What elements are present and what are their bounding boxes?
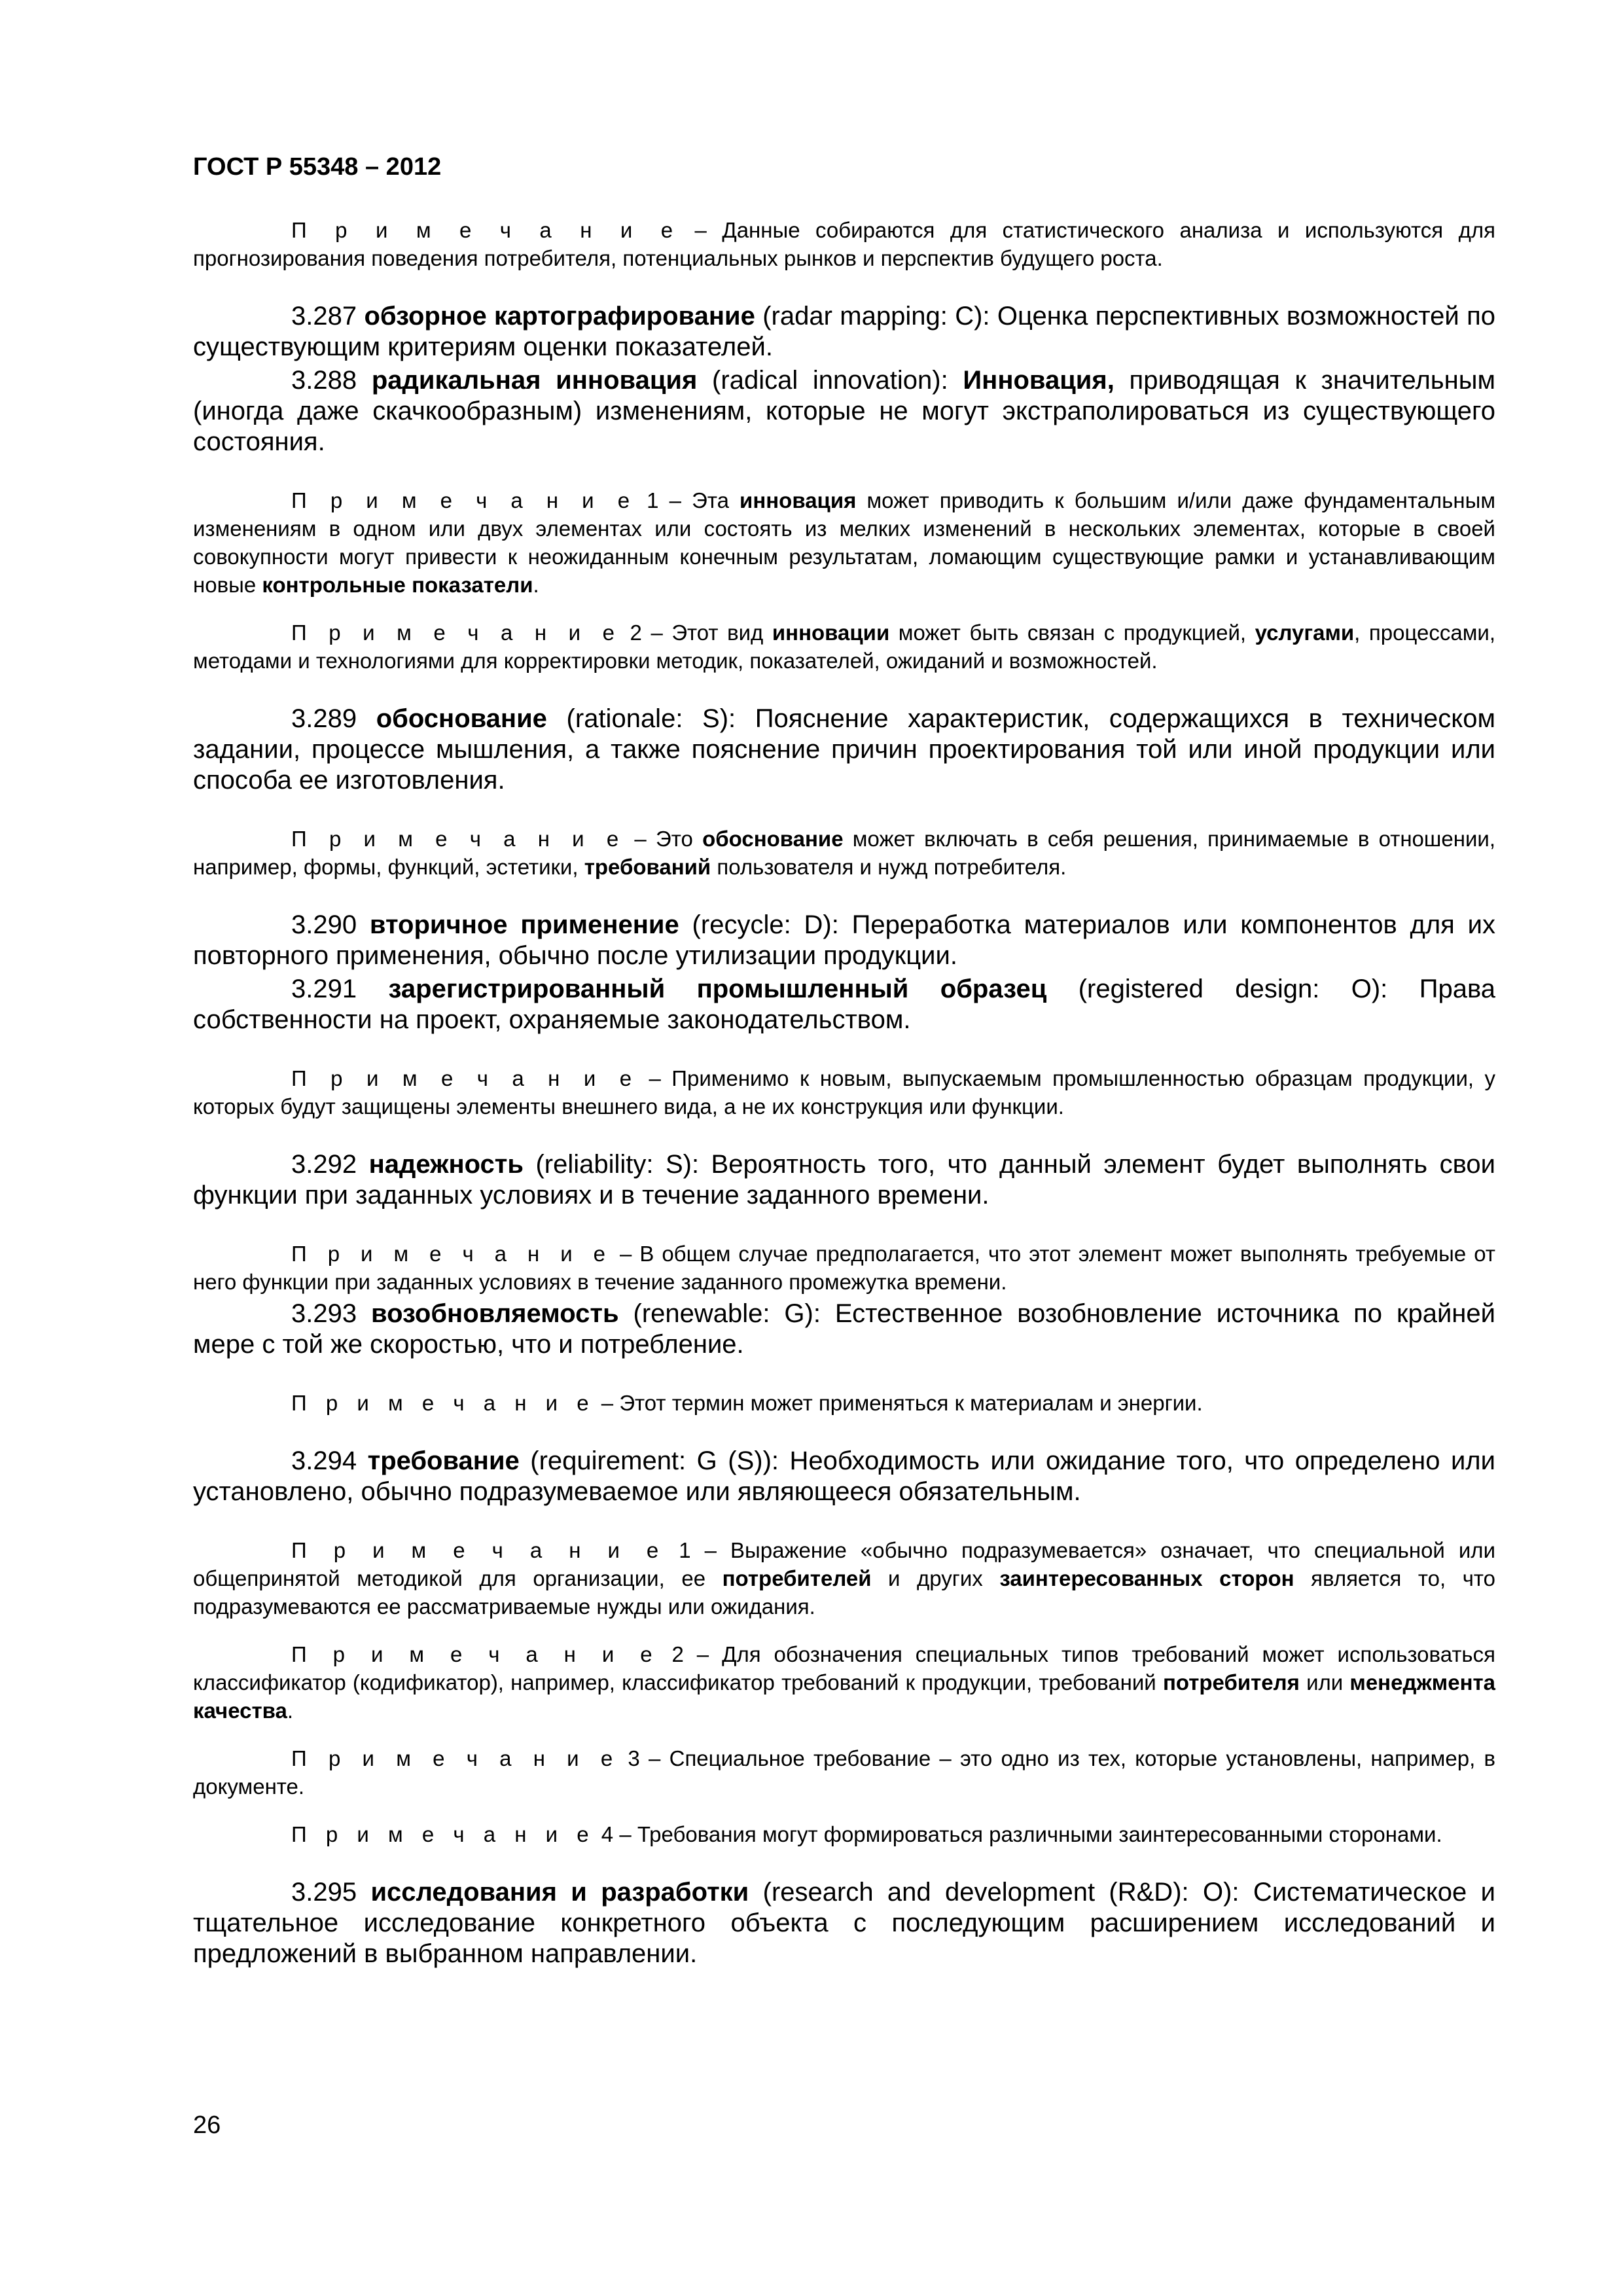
term-entry bbox=[193, 301, 1495, 363]
term-entry bbox=[193, 365, 1495, 457]
term-number: 3.293 bbox=[291, 1299, 357, 1328]
note-paragraph bbox=[193, 1640, 1495, 1725]
note-label: П р и м е ч а н и е bbox=[291, 218, 680, 242]
term-entry bbox=[193, 1446, 1495, 1507]
note-text: может приводить к большим и/или даже фундаментальным изменениям в одном или двух элементах или состоять из мелких изменений в нескольких элементах, которые в своей совокупности могут привести к неожиданным конечным результатам, ломающим существующие рамки и устанавливающим новые bbox=[193, 488, 1496, 597]
term-entry bbox=[193, 910, 1495, 971]
term-name: радикальная инновация bbox=[371, 366, 698, 395]
note-term-reference: заинтересованных сторон bbox=[999, 1566, 1294, 1590]
term-entry bbox=[193, 704, 1495, 796]
note-paragraph bbox=[193, 619, 1495, 675]
note-text: – Это bbox=[625, 827, 703, 851]
term-entry bbox=[193, 1299, 1495, 1360]
note-label: П р и м е ч а н и е bbox=[291, 1538, 666, 1562]
note-term-reference: менеджмента качества bbox=[193, 1670, 1496, 1723]
term-name: вторичное применение bbox=[369, 910, 679, 939]
term-definition: (research and development (R&D): O): Систематическое и тщательное исследование конкретного объекта с последующим расширением исследований и предложений в выбранном направлении. bbox=[193, 1878, 1495, 1968]
note-text: может быть связан с продукцией, bbox=[889, 620, 1255, 645]
page-content bbox=[193, 216, 1495, 1969]
term-number: 3.289 bbox=[291, 704, 357, 733]
term-definition: (renewable: G): Естественное возобновление источника по крайней мере с той же скоростью, что и потребление. bbox=[193, 1299, 1495, 1359]
note-term-reference: обоснование bbox=[702, 827, 844, 851]
note-paragraph bbox=[193, 1744, 1495, 1801]
note-text: пользователя и нужд потребителя. bbox=[711, 855, 1067, 879]
note-paragraph bbox=[193, 1389, 1495, 1417]
note-text: – Данные собираются для статистического анализа и используются для прогнозирования поведения потребителя, потенциальных рынков и перспектив будущего роста. bbox=[193, 218, 1495, 270]
term-number: 3.294 bbox=[291, 1446, 357, 1475]
term-definition: (radical innovation): bbox=[697, 366, 963, 395]
note-text: – Применимо к новым, выпускаемым промышленностью образцам продукции, у которых будут защищены элементы внешнего вида, а не их конструкция или функции. bbox=[193, 1066, 1496, 1119]
term-name: надежность bbox=[368, 1150, 524, 1179]
note-text: 3 – Специальное требование – это одно из тех, которые установлены, например, в документе. bbox=[193, 1746, 1495, 1799]
note-term-reference: инновации bbox=[772, 620, 890, 645]
term-definition: (radar mapping: C): Оценка перспективных возможностей по существующим критериям оценки показателей. bbox=[193, 302, 1495, 361]
term-definition: (requirement: G (S)): Необходимость или ожидание того, что определено или установлено, обычно подразумеваемое или являющееся обязательным. bbox=[193, 1446, 1495, 1506]
note-term-reference: контрольные показатели bbox=[262, 573, 533, 597]
term-definition: (registered design: O): Права собственности на проект, охраняемые законодательством. bbox=[193, 975, 1495, 1034]
note-text: 2 – Для обозначения специальных типов требований может использоваться классификатор (кодификатор), например, классификатор требований к продукции, требований bbox=[193, 1642, 1495, 1695]
term-name: возобновляемость bbox=[371, 1299, 619, 1328]
note-text: 1 – Выражение «обычно подразумевается» означает, что специальной или общепринятой методикой для организации, ее bbox=[193, 1538, 1495, 1590]
note-label: П р и м е ч а н и е bbox=[291, 827, 626, 851]
note-label: П р и м е ч а н и е bbox=[291, 1066, 639, 1090]
note-text: 4 – Требования могут формироваться различными заинтересованными сторонами. bbox=[595, 1822, 1442, 1846]
term-number: 3.291 bbox=[291, 975, 357, 1003]
note-paragraph bbox=[193, 1820, 1495, 1848]
note-paragraph bbox=[193, 1240, 1495, 1296]
note-text: . bbox=[287, 1698, 294, 1723]
document-code-header: ГОСТ Р 55348 – 2012 bbox=[193, 153, 442, 181]
note-paragraph bbox=[193, 486, 1495, 599]
term-definition: (rationale: S): Пояснение характеристик, содержащихся в техническом задании, процессе мышления, а также пояснение причин проектирования той или иной продукции или способа ее изготовления. bbox=[193, 704, 1495, 795]
term-name: зарегистрированный промышленный образец bbox=[388, 975, 1047, 1003]
note-paragraph bbox=[193, 1064, 1495, 1121]
term-definition: (reliability: S): Вероятность того, что данный элемент будет выполнять свои функции при заданных условиях и в течение заданного времени. bbox=[193, 1150, 1495, 1210]
term-number: 3.287 bbox=[291, 302, 357, 331]
note-text: 1 – Эта bbox=[636, 488, 740, 512]
note-text: является то, что подразумеваются ее рассматриваемые нужды или ожидания. bbox=[193, 1566, 1495, 1619]
note-label: П р и м е ч а н и е bbox=[291, 1242, 612, 1266]
term-reference: Инновация, bbox=[963, 366, 1115, 395]
note-term-reference: инновация bbox=[740, 488, 857, 512]
note-label: П р и м е ч а н и е bbox=[291, 488, 637, 512]
note-text: или bbox=[1299, 1670, 1350, 1695]
note-label: П р и м е ч а н и е bbox=[291, 1642, 659, 1666]
term-entry bbox=[193, 1877, 1495, 1969]
note-paragraph bbox=[193, 825, 1495, 881]
term-number: 3.290 bbox=[291, 910, 357, 939]
note-paragraph bbox=[193, 1536, 1495, 1621]
page-number: 26 bbox=[193, 2111, 221, 2139]
note-text: , процессами, методами и технологиями для корректировки методик, показателей, ожиданий и возможностей. bbox=[193, 620, 1495, 673]
note-text: – В общем случае предполагается, что этот элемент может выполнять требуемые от него функции при заданных условиях в течение заданного промежутка времени. bbox=[193, 1242, 1495, 1294]
term-name: обзорное картографирование bbox=[364, 302, 755, 331]
term-definition: (recycle: D): Переработка материалов или компонентов для их повторного применения, обычно после утилизации продукции. bbox=[193, 910, 1495, 970]
term-number: 3.295 bbox=[291, 1878, 357, 1907]
note-text: может включать в себя решения, принимаемые в отношении, например, формы, функций, эстетики, bbox=[193, 827, 1495, 879]
term-entry bbox=[193, 974, 1495, 1035]
note-term-reference: потребителя bbox=[1162, 1670, 1300, 1695]
term-definition: приводящая к значительным (иногда даже скачкообразным) изменениям, которые не могут экстраполироваться из существующего состояния. bbox=[193, 366, 1495, 456]
note-label: П р и м е ч а н и е bbox=[291, 1822, 596, 1846]
note-text: . bbox=[533, 573, 539, 597]
note-label: П р и м е ч а н и е bbox=[291, 620, 621, 645]
note-label: П р и м е ч а н и е bbox=[291, 1746, 620, 1770]
term-number: 3.288 bbox=[291, 366, 357, 395]
term-name: требование bbox=[367, 1446, 520, 1475]
note-term-reference: услугами bbox=[1255, 620, 1355, 645]
term-number: 3.292 bbox=[291, 1150, 357, 1179]
term-name: исследования и разработки bbox=[370, 1878, 749, 1907]
note-label: П р и м е ч а н и е bbox=[291, 1391, 596, 1415]
note-text: – Этот термин может применяться к материалам и энергии. bbox=[595, 1391, 1203, 1415]
note-paragraph bbox=[193, 216, 1495, 272]
term-entry bbox=[193, 1149, 1495, 1211]
note-term-reference: требований bbox=[584, 855, 711, 879]
term-name: обоснование bbox=[376, 704, 547, 733]
note-text: и других bbox=[871, 1566, 1000, 1590]
note-text: 2 – Этот вид bbox=[621, 620, 772, 645]
note-term-reference: потребителей bbox=[722, 1566, 872, 1590]
